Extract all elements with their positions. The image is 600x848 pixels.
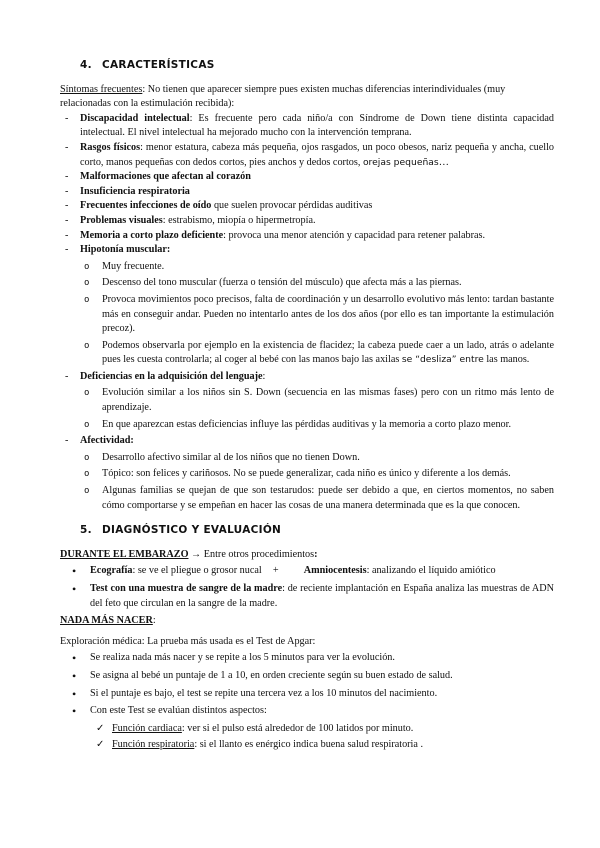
feature-term: Discapacidad intelectual (80, 112, 190, 124)
embarazo-label: DURANTE EL EMBARAZO (60, 548, 189, 560)
feature-term: Malformaciones que afectan al corazón (80, 171, 251, 183)
feature-colon: : (262, 370, 266, 382)
sublist-item: o Descenso del tono muscular (fuerza o tensión del músculo) que afecta más a las piernas. (80, 276, 554, 291)
section-4-heading (80, 58, 554, 73)
sublist-item: o Algunas familias se quejan de que son testarudos: puede ser debido a que, en ciertos momentos, no saben cómo comportarse y se empeñan en hacer las cosas de una manera determinada que es la que conocen. (80, 484, 554, 513)
feature-term: Memoria a corto plazo deficiente (80, 229, 224, 241)
item-term: Amniocentesis (303, 565, 367, 577)
intro-label: Síntomas frecuentes (60, 83, 143, 95)
embarazo-item (60, 582, 554, 611)
item-term: Test con una muestra de sangre de la madre (90, 583, 283, 594)
handwritten-text: se “desliza” entre (401, 354, 484, 366)
sublist-item: o Muy frecuente. (80, 260, 554, 275)
nacer-item: • Si el puntaje es bajo, el test se repite una tercera vez a los 10 minutos del nacimiento. (60, 687, 554, 702)
nacer-label: NADA MÁS NACER (60, 615, 153, 627)
section-5-heading (80, 523, 554, 538)
sublist-item: o Tópico: son felices y cariñosos. No se puede generalizar, cada niño es único y diferente a los demás. (80, 467, 554, 482)
arrow-icon: → (188, 548, 204, 560)
sublist-item: o Evolución similar a los niños sin S. Down (secuencia en las mismas fases) pero con un ritmo más lento de aprendizaje. (80, 386, 554, 415)
feature-item (60, 112, 554, 141)
sublist-item: o Desarrollo afectivo similar al de los niños que no tienen Down. (80, 451, 554, 466)
feature-item-afectividad (60, 434, 554, 513)
embarazo-colon: : (314, 548, 318, 560)
hipotonia-sublist (80, 260, 554, 368)
nacer-intro: Exploración médica: La prueba más usada es el Test de Apgar: (60, 635, 316, 647)
nacer-list (60, 651, 554, 718)
nacer-heading (60, 614, 554, 629)
feature-text: : estrabismo, miopía o hipermetropía. (162, 214, 316, 226)
check-label: Función respiratoria (112, 739, 195, 751)
feature-item-hipotonia (60, 243, 554, 368)
item-term: Ecografía (90, 565, 133, 577)
feature-item (60, 199, 554, 214)
feature-term: Deficiencias en la adquisición del lenguaje (80, 370, 263, 382)
embarazo-item (60, 564, 554, 579)
embarazo-list (60, 564, 554, 611)
feature-item (60, 185, 554, 200)
feature-term: Frecuentes infecciones de oído (80, 200, 212, 212)
embarazo-heading (60, 548, 554, 563)
feature-tail: … (438, 156, 449, 168)
section-5-title: DIAGNÓSTICO Y EVALUACIÓN (102, 524, 282, 537)
section-5-number: 5. (80, 524, 92, 537)
feature-term: Problemas visuales (80, 214, 163, 226)
section-4-number: 4. (80, 59, 92, 71)
sublist-text: Podemos observarla por ejemplo en la existencia de flacidez; la cabeza puede caer a un lado, atrás o adelante pues les cuesta controlarla; al coger al bebé con las manos bajo las axilas (102, 339, 554, 366)
afectividad-sublist (80, 451, 554, 513)
nacer-item: • Con este Test se evalúan distintos aspectos: (60, 704, 554, 719)
check-text: : si el llanto es enérgico indica buena salud respiratoria . (194, 739, 423, 751)
feature-item (60, 141, 554, 170)
item-text: : se ve el pliegue o grosor nucal (132, 565, 262, 577)
item-text: : de reciente implantación en España analiza las muestras de ADN del feto que circulan en la sangre de la madre. (90, 583, 554, 609)
sublist-item: o En que aparezcan estas deficiencias influye las pérdidas auditivas y la memoria a corto plazo menor. (80, 418, 554, 433)
intro-text: : No tienen que aparecer siempre pues existen muchas diferencias interindividuales (muy relacionadas con la estimulación recibida): (60, 83, 506, 110)
feature-item-lenguaje (60, 370, 554, 432)
handwritten-text: orejas pequeñas (362, 156, 439, 168)
check-item (60, 722, 554, 737)
intro-paragraph (60, 83, 554, 112)
plus-sign: + (272, 565, 279, 577)
feature-term: Insuficiencia respiratoria (80, 185, 190, 197)
lenguaje-sublist (80, 386, 554, 432)
feature-text: que suelen provocar pérdidas auditivas (211, 200, 373, 212)
feature-item (60, 229, 554, 244)
feature-text: : Es frecuente pero cada niño/a con Síndrome de Down tiene distinta capacidad intelectual. El nivel intelectual ha mejorado mucho con la intervención temprana. (80, 112, 554, 139)
feature-text: : provoca una menor atención y capacidad para retener palabras. (223, 229, 486, 241)
sublist-item (80, 339, 554, 368)
nacer-item: • Se asigna al bebé un puntaje de 1 a 10, en orden creciente según su buen estado de salud. (60, 669, 554, 684)
feature-term: Rasgos físicos (80, 141, 141, 153)
check-text: : ver si el pulso está alrededor de 100 latidos por minuto. (181, 722, 414, 734)
embarazo-text: Entre otros procedimientos (203, 548, 315, 560)
sublist-tail: las manos. (483, 354, 530, 366)
feature-term: Afectividad: (80, 435, 134, 447)
feature-item (60, 170, 554, 185)
features-list (60, 112, 554, 513)
apgar-checks (60, 722, 554, 753)
nacer-item: • Se realiza nada más nacer y se repite a los 5 minutos para ver la evolución. (60, 651, 554, 666)
item-text: : analizando el líquido amiótico (366, 565, 496, 577)
feature-term: Hipotonía muscular: (80, 244, 171, 256)
nacer-colon: : (152, 615, 156, 627)
feature-item (60, 214, 554, 229)
check-item (60, 738, 554, 753)
sublist-item: o Provoca movimientos poco precisos, falta de coordinación y un desarrollo evolutivo más lento: tardan bastante más en conseguir andar. Pueden no intentarlo antes de los dos años (por ello es tan importante la estimulación precoz). (80, 293, 554, 337)
section-4-title: CARACTERÍSTICAS (102, 59, 215, 71)
feature-text: : menor estatura, cabeza más pequeña, ojos rasgados, un poco obesos, nariz pequeña y ancha, cuello corto, manos pequeñas con dedos cortos, pies anchos y dedos cortos, (80, 141, 554, 168)
check-label: Función cardiaca (112, 722, 182, 734)
